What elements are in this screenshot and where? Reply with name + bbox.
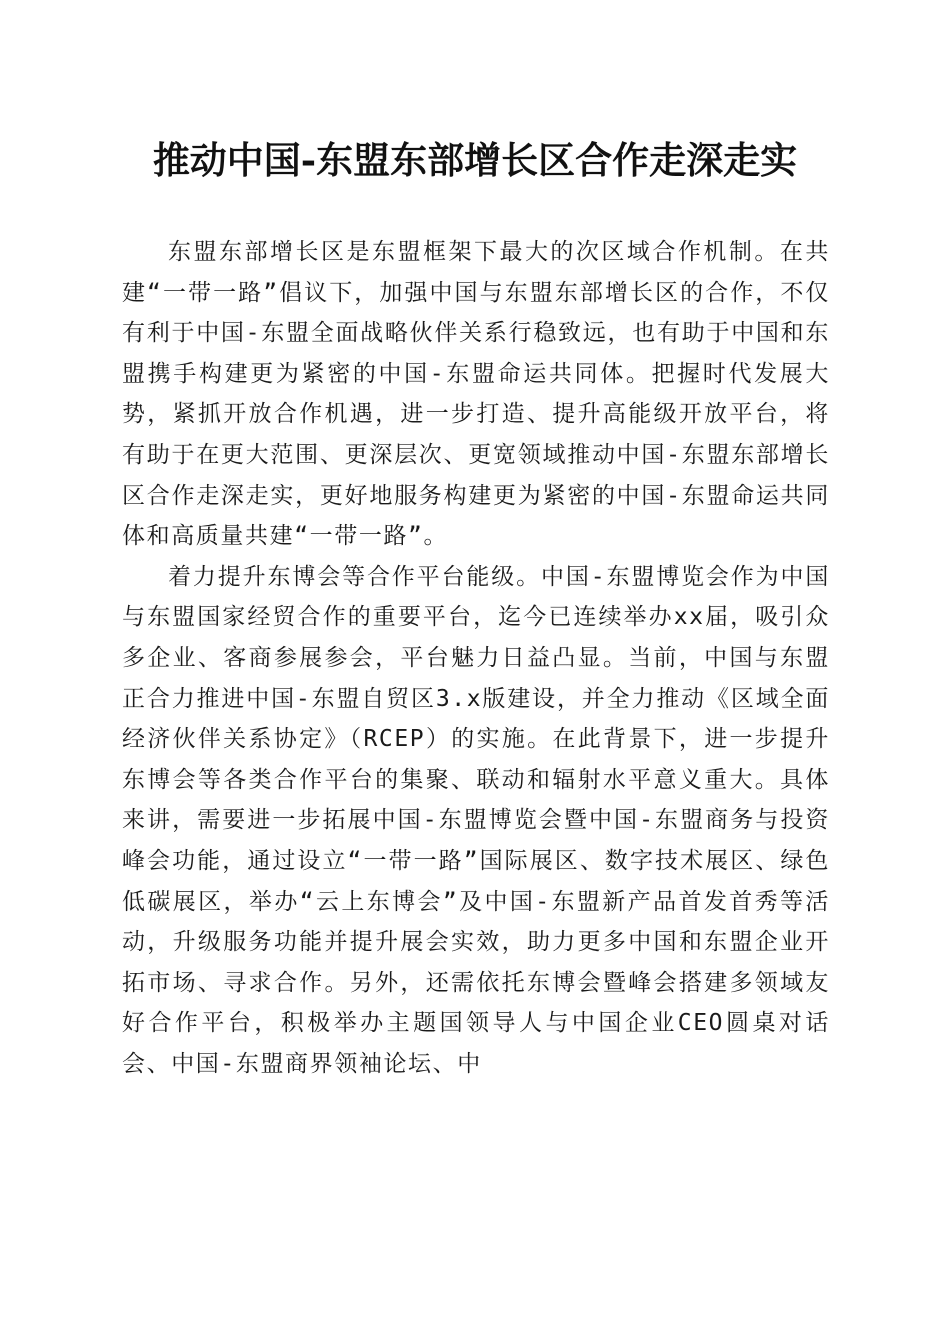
document-title: 推动中国-东盟东部增长区合作走深走实 — [152, 138, 798, 182]
paragraph-expo-platform: 着力提升东博会等合作平台能级。中国-东盟博览会作为中国与东盟国家经贸合作的重要平台，迄今已连续举办xx届，吸引众多企业、客商参展参会，平台魅力日益凸显。当前，中国与东盟正合力推进中国-东盟自贸区3.x版建设，并全力推动《区域全面经济伙伴关系协定》（RCEP）的实施。在此背景下，进一步提升东博会等各类合作平台的集聚、联动和辐射水平意义重大。具体来讲，需要进一步拓展中国-东盟博览会暨中国-东盟商务与投资峰会功能，通过设立“一带一路”国际展区、数字技术展区、绿色低碳展区，举办“云上东博会”及中国-东盟新产品首发首秀等活动，升级服务功能并提升展会实效，助力更多中国和东盟企业开拓市场、寻求合作。另外，还需依托东博会暨峰会搭建多领域友好合作平台，积极举办主题国领导人与中国企业CEO圆桌对话会、中国-东盟商界领袖论坛、中 — [122, 563, 831, 1077]
paragraph-intro: 东盟东部增长区是东盟框架下最大的次区域合作机制。在共建“一带一路”倡议下，加强中国与东盟东部增长区的合作，不仅有利于中国-东盟全面战略伙伴关系行稳致远，也有助于中国和东盟携手构建更为紧密的中国-东盟命运共同体。把握时代发展大势，紧抓开放合作机遇，进一步打造、提升高能级开放平台，将有助于在更大范围、更深层次、更宽领域推动中国-东盟东部增长区合作走深走实，更好地服务构建更为紧密的中国-东盟命运共同体和高质量共建“一带一路”。 — [122, 239, 830, 550]
document-body — [122, 232, 830, 1084]
